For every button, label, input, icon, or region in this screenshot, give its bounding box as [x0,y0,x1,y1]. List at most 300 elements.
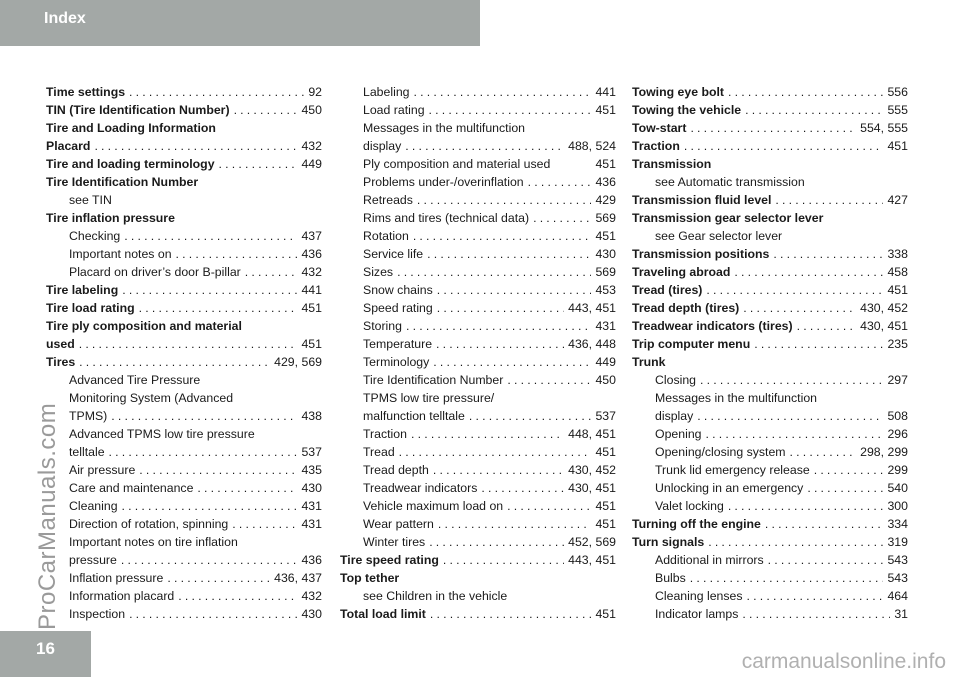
dot-leader [706,281,883,299]
index-term: Cleaning lenses [655,589,743,603]
index-entry [46,371,322,389]
index-entry [46,569,322,587]
index-term: Inspection [69,607,126,621]
index-entry [46,533,322,551]
index-entry [340,191,616,209]
index-column-1 [46,83,322,623]
index-page-ref: 508 [887,409,908,423]
index-entry [340,587,616,605]
index-entry [632,497,908,515]
dot-leader [109,443,298,461]
index-term: Tire ply composition and material [46,319,242,333]
dot-leader [706,425,884,443]
index-page-ref: 450 [595,373,616,387]
index-page-ref: 488, 524 [568,139,616,153]
index-page-ref: 451 [595,229,616,243]
index-entry [632,83,908,101]
dot-leader [433,353,591,371]
index-entry [46,173,322,191]
index-page-ref: 449 [595,355,616,369]
dot-leader [94,137,297,155]
dot-leader [437,299,564,317]
dot-leader [436,335,564,353]
index-entry [340,281,616,299]
index-term: Messages in the multifunction [363,121,525,135]
index-term: Transmission positions [632,247,770,261]
index-page-ref: 451 [887,139,908,153]
index-entry [632,119,908,137]
dot-leader [728,497,884,515]
dot-leader [121,551,298,569]
bottom-watermark: carmanualsonline.info [741,650,946,673]
index-term: Rotation [363,229,409,243]
index-page-ref: 438 [301,409,322,423]
index-term: Vehicle maximum load on [363,499,504,513]
index-page-ref: 431 [595,319,616,333]
dot-leader [429,533,564,551]
index-term: Tire and Loading Information [46,121,216,135]
index-entry [632,569,908,587]
index-term: display [655,409,694,423]
index-entry [632,605,908,623]
index-term: Air pressure [69,463,136,477]
index-term: Transmission fluid level [632,193,772,207]
dot-leader [790,443,857,461]
index-term: Load rating [363,103,425,117]
dot-leader [797,317,857,335]
index-entry [340,497,616,515]
dot-leader [743,299,856,317]
index-page-ref: 300 [887,499,908,513]
index-entry [340,407,616,425]
index-page-ref: 430 [595,247,616,261]
dot-leader [234,101,298,119]
index-term: Temperature [363,337,433,351]
index-entry [632,425,908,443]
index-entry [46,587,322,605]
index-entry [340,533,616,551]
index-term: used [46,337,75,351]
index-term: Tread (tires) [632,283,703,297]
index-page-ref: 448, 451 [568,427,616,441]
dot-leader [433,461,564,479]
index-entry [46,227,322,245]
index-entry [340,479,616,497]
index-entry [46,299,322,317]
index-term: Placard [46,139,91,153]
index-entry [340,425,616,443]
index-entry [340,299,616,317]
index-term: Opening/closing system [655,445,786,459]
index-page-ref: 92 [308,85,322,99]
index-entry [46,551,322,569]
index-page-ref: 556 [887,85,908,99]
index-page-ref: 436, 437 [274,571,322,585]
index-page-ref: 432 [301,589,322,603]
dot-leader [734,263,883,281]
dot-leader [469,407,592,425]
index-entry [632,191,908,209]
dot-leader [124,227,297,245]
index-term: Problems under-/overinflation [363,175,524,189]
index-term: malfunction telltale [363,409,465,423]
index-entry [340,209,616,227]
index-page-ref: 441 [301,283,322,297]
index-term: Turn signals [632,535,705,549]
index-entry [340,245,616,263]
index-term: Towing eye bolt [632,85,724,99]
index-page-ref: 432 [301,139,322,153]
index-entry [340,137,616,155]
index-page-ref: 430, 452 [860,301,908,315]
index-term: Traction [632,139,680,153]
index-term: Speed rating [363,301,433,315]
dot-leader [219,155,298,173]
index-page-ref: 432 [301,265,322,279]
dot-leader [122,497,298,515]
index-term: Tread depth [363,463,429,477]
index-page-ref: 338 [887,247,908,261]
index-term: Unlocking in an emergency [655,481,804,495]
index-page-ref: 452, 569 [568,535,616,549]
index-entry [340,371,616,389]
index-term: Tow-start [632,121,687,135]
index-term: Indicator lamps [655,607,739,621]
index-entry [340,461,616,479]
index-term: Advanced TPMS low tire pressure [69,427,255,441]
dot-leader [429,101,592,119]
index-entry [340,389,616,407]
dot-leader [417,191,592,209]
index-entry [632,587,908,605]
index-page-ref: 569 [595,265,616,279]
index-entry [46,353,322,371]
index-term: Towing the vehicle [632,103,742,117]
index-page-ref: 540 [887,481,908,495]
index-page-ref: 319 [887,535,908,549]
dot-leader [443,551,564,569]
index-page-ref: 464 [887,589,908,603]
index-term: Care and maintenance [69,481,194,495]
dot-leader [397,263,591,281]
index-term: Opening [655,427,702,441]
index-page-ref: 431 [301,499,322,513]
index-entry [632,479,908,497]
index-term: Traction [363,427,407,441]
index-page-ref: 427 [887,193,908,207]
index-page-ref: 555 [887,103,908,117]
index-entry [340,515,616,533]
index-page-ref: 431 [301,517,322,531]
index-term: Storing [363,319,402,333]
index-page-ref: 429, 569 [274,355,322,369]
index-term: Labeling [363,85,410,99]
dot-leader [139,299,298,317]
index-page-ref: 451 [301,301,322,315]
dot-leader [507,497,591,515]
index-page-ref: 429 [595,193,616,207]
index-entry [340,605,616,623]
index-entry [46,119,322,137]
index-term: Important notes on [69,247,172,261]
dot-leader [773,245,883,263]
dot-leader [481,479,564,497]
index-entry [632,335,908,353]
dot-leader [690,569,884,587]
index-entry [46,605,322,623]
index-term: Retreads [363,193,413,207]
index-term: Traveling abroad [632,265,731,279]
index-entry [46,335,322,353]
dot-leader [232,515,297,533]
index-page-ref: 537 [301,445,322,459]
index-column-3 [632,83,908,623]
page-number: 16 [36,639,55,658]
index-term: TPMS low tire pressure/ [363,391,495,405]
index-entry [632,227,908,245]
index-entry [340,317,616,335]
index-entry [46,515,322,533]
index-page-ref: 441 [595,85,616,99]
index-page-ref: 430 [301,481,322,495]
index-term: Total load limit [340,607,426,621]
index-term: Winter tires [363,535,426,549]
dot-leader [406,317,592,335]
index-term: Tire and loading terminology [46,157,215,171]
dot-leader [176,245,298,263]
index-term: Transmission [632,157,712,171]
dot-leader [768,551,884,569]
index-page-ref: 443, 451 [568,301,616,315]
index-page-ref: 458 [887,265,908,279]
index-page-ref: 430, 452 [568,463,616,477]
index-page-ref: 450 [301,103,322,117]
dot-leader [79,353,270,371]
index-term: see TIN [69,193,112,207]
index-page-ref: 451 [595,517,616,531]
index-term: Checking [69,229,121,243]
dot-leader [438,515,592,533]
index-entry [340,569,616,587]
dot-leader [742,605,890,623]
index-page-ref: 297 [887,373,908,387]
index-page-ref: 569 [595,211,616,225]
dot-leader [411,425,564,443]
index-term: Monitoring System (Advanced [69,391,234,405]
dot-leader [507,371,591,389]
index-column-2 [340,83,616,623]
index-entry [632,101,908,119]
index-term: Messages in the multifunction [655,391,817,405]
index-entry [46,497,322,515]
index-term: telltale [69,445,105,459]
index-entry [632,209,908,227]
index-entry [46,425,322,443]
index-page-ref: 537 [595,409,616,423]
index-entry [340,83,616,101]
index-term: Time settings [46,85,126,99]
index-term: Tire Identification Number [363,373,504,387]
dot-leader [129,83,304,101]
index-entry [632,443,908,461]
index-entry [632,353,908,371]
index-page-ref: 543 [887,571,908,585]
index-entry [46,137,322,155]
index-entry [632,137,908,155]
index-entry [46,245,322,263]
dot-leader [807,479,883,497]
index-term: Inflation pressure [69,571,164,585]
index-page-ref: 543 [887,553,908,567]
index-page-ref: 334 [887,517,908,531]
index-entry [632,281,908,299]
index-term: Important notes on tire inflation [69,535,238,549]
index-term: Ply composition and material used [363,157,551,171]
index-page-ref: 451 [595,445,616,459]
index-term: Tire labeling [46,283,119,297]
index-entry [632,533,908,551]
dot-leader [427,245,591,263]
index-term: Terminology [363,355,430,369]
index-entry [46,479,322,497]
index-page-ref: 430 [301,607,322,621]
index-entry [632,461,908,479]
index-page-ref: 430, 451 [860,319,908,333]
index-term: Top tether [340,571,400,585]
index-term: see Children in the vehicle [363,589,508,603]
index-term: see Gear selector lever [655,229,783,243]
index-entry [46,317,322,335]
index-entry [340,173,616,191]
index-entry [340,263,616,281]
dot-leader [765,515,884,533]
dot-leader [700,371,883,389]
index-entry [46,155,322,173]
index-page-ref: 296 [887,427,908,441]
side-watermark: ProCarManuals.com [34,402,61,630]
index-page-ref: 436, 448 [568,337,616,351]
index-term: Tread depth (tires) [632,301,740,315]
dot-leader [122,281,297,299]
index-page-ref: 451 [595,607,616,621]
dot-leader [437,281,592,299]
index-entry [340,335,616,353]
dot-leader [708,533,883,551]
dot-leader [139,461,297,479]
dot-leader [399,443,592,461]
index-term: Tread [363,445,395,459]
index-entry [340,353,616,371]
dot-leader [413,227,592,245]
index-entry [46,407,322,425]
index-term: Service life [363,247,424,261]
dot-leader [111,407,297,425]
index-entry [632,155,908,173]
dot-leader [728,83,883,101]
index-entry [632,299,908,317]
dot-leader [414,83,592,101]
index-page-ref: 449 [301,157,322,171]
index-entry [46,191,322,209]
index-term: Bulbs [655,571,686,585]
index-entry [340,155,616,173]
index-term: Placard on driver’s door B-pillar [69,265,241,279]
index-term: Treadwear indicators [363,481,478,495]
index-page-ref: 299 [887,463,908,477]
dot-leader [745,101,883,119]
dot-leader [747,587,884,605]
dot-leader [405,137,564,155]
index-term: Trunk lid emergency release [655,463,810,477]
index-page-ref: 451 [301,337,322,351]
index-term: Tire speed rating [340,553,439,567]
index-term: Treadwear indicators (tires) [632,319,793,333]
index-entry [632,407,908,425]
index-term: Advanced Tire Pressure [69,373,201,387]
index-entry [632,317,908,335]
index-term: Tires [46,355,76,369]
index-entry [340,119,616,137]
dot-leader [814,461,884,479]
index-term: TIN (Tire Identification Number) [46,103,230,117]
index-page-ref: 430, 451 [568,481,616,495]
index-term: Tire inflation pressure [46,211,175,225]
dot-leader [167,569,270,587]
dot-leader [690,119,856,137]
index-term: Direction of rotation, spinning [69,517,229,531]
index-page-ref: 436 [301,553,322,567]
index-entry [632,245,908,263]
index-page-ref: 451 [595,103,616,117]
index-entry [46,83,322,101]
header-bar [0,0,480,46]
dot-leader [79,335,298,353]
index-entry [340,101,616,119]
index-page-ref: 436 [595,175,616,189]
index-page-ref: 437 [301,229,322,243]
index-term: Rims and tires (technical data) [363,211,530,225]
index-term: Wear pattern [363,517,434,531]
dot-leader [528,173,592,191]
index-entry [632,173,908,191]
index-entry [632,389,908,407]
index-entry [632,263,908,281]
dot-leader [197,479,297,497]
index-term: Trip computer menu [632,337,751,351]
index-entry [46,389,322,407]
dot-leader [245,263,298,281]
index-term: Trunk [632,355,666,369]
index-page-ref: 235 [887,337,908,351]
index-page-ref: 31 [894,607,908,621]
index-term: display [363,139,402,153]
index-page-ref: 451 [595,499,616,513]
page-title: Index [44,10,86,27]
index-page-ref: 443, 451 [568,553,616,567]
index-page-ref: 451 [595,157,616,171]
index-page-ref: 435 [301,463,322,477]
index-page-ref: 298, 299 [860,445,908,459]
index-entry [340,443,616,461]
index-term: Information placard [69,589,175,603]
dot-leader [533,209,591,227]
index-entry [632,515,908,533]
dot-leader [684,137,884,155]
index-page-ref: 451 [887,283,908,297]
index-page-ref: 554, 555 [860,121,908,135]
index-term: Turning off the engine [632,517,761,531]
index-term: Sizes [363,265,394,279]
